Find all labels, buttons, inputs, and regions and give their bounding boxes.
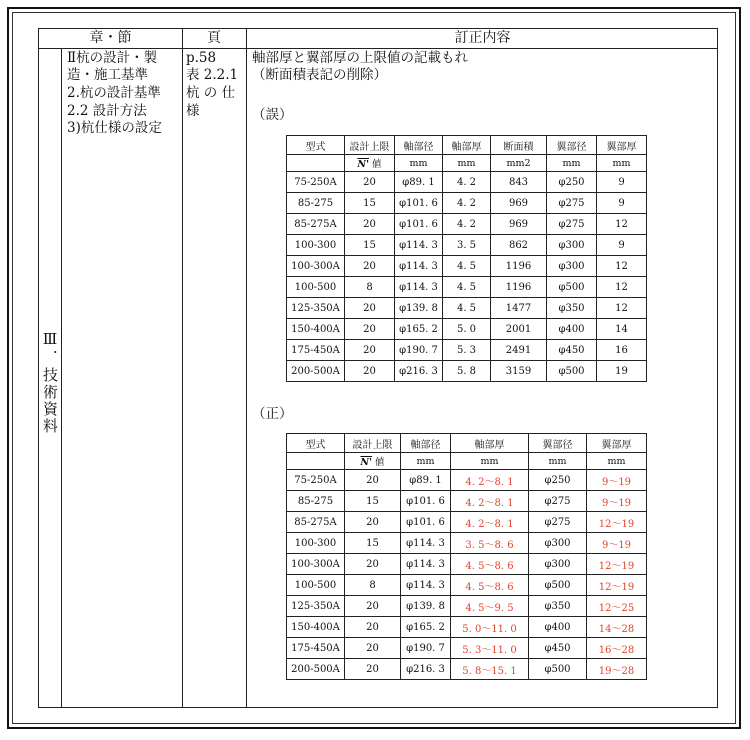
wrong-cell: 3. 5	[443, 235, 491, 256]
n-prime-symbol: N'	[357, 159, 370, 170]
wrong-cell: 20	[345, 172, 395, 193]
wrong-cell: φ250	[547, 172, 597, 193]
wrong-row	[287, 214, 647, 235]
section-line-4: 2.2 設計方法	[67, 103, 147, 119]
correct-header-model: 型式	[287, 434, 345, 453]
wrong-unit-shaft-diameter: mm	[395, 155, 443, 172]
wrong-cell: 2001	[491, 319, 547, 340]
correct-unit-wing-thickness: mm	[587, 453, 647, 470]
correct-cell: φ89. 1	[401, 470, 451, 491]
correct-cell: 20	[345, 617, 401, 638]
wrong-cell: 4. 5	[443, 298, 491, 319]
wrong-cell: 1196	[491, 277, 547, 298]
wrong-cell: 20	[345, 298, 395, 319]
grid-header-divider	[39, 48, 717, 49]
wrong-cell: 20	[345, 214, 395, 235]
wrong-cell: 20	[345, 256, 395, 277]
correct-cell: 20	[345, 596, 401, 617]
wrong-cell: φ114. 3	[395, 235, 443, 256]
wrong-cell: φ89. 1	[395, 172, 443, 193]
section-line-2: 造・施工基準	[67, 67, 148, 83]
correct-cell: 3. 5～8. 6	[451, 533, 529, 554]
correct-cell: 5. 3～11. 0	[451, 638, 529, 659]
correct-row	[287, 512, 647, 533]
correct-cell: 4. 2～8. 1	[451, 512, 529, 533]
wrong-cell: 16	[597, 340, 647, 361]
wrong-cell: φ275	[547, 214, 597, 235]
header-correction-content: 訂正内容	[454, 30, 511, 46]
wrong-header-design-limit: 設計上限	[345, 136, 395, 155]
page-ref-line-1: p.58	[186, 50, 217, 66]
wrong-cell: 5. 8	[443, 361, 491, 382]
wrong-cell: 75-250A	[287, 172, 345, 193]
wrong-cell: φ350	[547, 298, 597, 319]
wrong-cell: 14	[597, 319, 647, 340]
correct-row	[287, 596, 647, 617]
n-prime-symbol: N'	[360, 457, 373, 468]
correct-label: （正）	[252, 406, 293, 422]
correct-cell: 9～19	[587, 491, 647, 512]
correct-cell: 9～19	[587, 470, 647, 491]
wrong-cell: 12	[597, 277, 647, 298]
page-ref-line-3: 杭 の 仕	[186, 85, 236, 101]
correct-header-wing-diameter: 翼部径	[529, 434, 587, 453]
correct-cell: φ190. 7	[401, 638, 451, 659]
wrong-unit-shaft-thickness: mm	[443, 155, 491, 172]
correct-cell: 100-300A	[287, 554, 345, 575]
correct-row	[287, 659, 647, 680]
wrong-cell: φ101. 6	[395, 214, 443, 235]
correct-cell: φ450	[529, 638, 587, 659]
correct-cell: 12～25	[587, 596, 647, 617]
wrong-subheader-n-value: N' 値	[345, 155, 395, 172]
section-line-1: Ⅱ杭の設計・製	[67, 50, 158, 66]
wrong-cell: φ400	[547, 319, 597, 340]
wrong-cell: φ114. 3	[395, 256, 443, 277]
correct-cell: 5. 0～11. 0	[451, 617, 529, 638]
wrong-cell: 4. 5	[443, 256, 491, 277]
wrong-header-shaft-diameter: 軸部径	[395, 136, 443, 155]
correct-cell: 20	[345, 638, 401, 659]
correct-cell: 150-400A	[287, 617, 345, 638]
correct-row	[287, 575, 647, 596]
wrong-cell: φ275	[547, 193, 597, 214]
section-line-3: 2.杭の設計基準	[67, 85, 161, 101]
correct-cell: φ350	[529, 596, 587, 617]
correct-row	[287, 533, 647, 554]
correct-row	[287, 554, 647, 575]
correct-cell: φ101. 6	[401, 491, 451, 512]
wrong-cell: 20	[345, 319, 395, 340]
correct-cell: 20	[345, 659, 401, 680]
wrong-cell: 175-450A	[287, 340, 345, 361]
wrong-cell: 3159	[491, 361, 547, 382]
correct-cell: φ400	[529, 617, 587, 638]
wrong-cell: 1196	[491, 256, 547, 277]
wrong-row	[287, 361, 647, 382]
correct-spec-table	[286, 433, 647, 680]
wrong-cell: 969	[491, 214, 547, 235]
wrong-cell: 85-275	[287, 193, 345, 214]
wrong-cell: 4. 2	[443, 172, 491, 193]
correct-cell: 4. 5～8. 6	[451, 554, 529, 575]
wrong-cell: 85-275A	[287, 214, 345, 235]
correct-cell: 15	[345, 533, 401, 554]
section-line-5: 3)杭仕様の設定	[67, 120, 162, 136]
correct-header-wing-thickness: 翼部厚	[587, 434, 647, 453]
wrong-row	[287, 319, 647, 340]
wrong-cell: 2491	[491, 340, 547, 361]
correct-unit-shaft-thickness: mm	[451, 453, 529, 470]
correct-header-shaft-thickness: 軸部厚	[451, 434, 529, 453]
correct-unit-wing-diameter: mm	[529, 453, 587, 470]
correct-cell: φ300	[529, 533, 587, 554]
wrong-row	[287, 235, 647, 256]
correct-cell: 200-500A	[287, 659, 345, 680]
wrong-cell: 200-500A	[287, 361, 345, 382]
wrong-cell: 12	[597, 256, 647, 277]
wrong-cell: 9	[597, 172, 647, 193]
correct-cell: 4. 2～8. 1	[451, 470, 529, 491]
wrong-row	[287, 340, 647, 361]
correct-cell: φ114. 3	[401, 575, 451, 596]
wrong-cell: φ300	[547, 235, 597, 256]
wrong-cell: φ500	[547, 361, 597, 382]
correct-cell: 100-500	[287, 575, 345, 596]
wrong-header-wing-diameter: 翼部径	[547, 136, 597, 155]
wrong-cell: 100-300	[287, 235, 345, 256]
grid-divider-page	[182, 29, 183, 707]
wrong-row	[287, 256, 647, 277]
correct-cell: φ114. 3	[401, 533, 451, 554]
correct-cell: 19～28	[587, 659, 647, 680]
correct-cell: 4. 5～9. 5	[451, 596, 529, 617]
wrong-cell: 100-500	[287, 277, 345, 298]
wrong-row	[287, 193, 647, 214]
correct-cell: 4. 5～8. 6	[451, 575, 529, 596]
wrong-cell: 9	[597, 193, 647, 214]
correct-cell: 16～28	[587, 638, 647, 659]
correct-cell: φ250	[529, 470, 587, 491]
correct-row	[287, 470, 647, 491]
wrong-cell: 4. 2	[443, 193, 491, 214]
correct-cell: φ139. 8	[401, 596, 451, 617]
wrong-cell: 125-350A	[287, 298, 345, 319]
correct-cell: 14～28	[587, 617, 647, 638]
correct-cell: 20	[345, 512, 401, 533]
correction-subnote: （断面積表記の削除）	[252, 67, 387, 83]
wrong-cell: φ165. 2	[395, 319, 443, 340]
correct-cell: 12～19	[587, 575, 647, 596]
correct-cell: 8	[345, 575, 401, 596]
page-ref-line-2: 表 2.2.1	[186, 67, 239, 83]
correct-cell: 175-450A	[287, 638, 345, 659]
wrong-cell: 15	[345, 235, 395, 256]
wrong-label: （誤）	[252, 107, 293, 123]
wrong-header-model: 型式	[287, 136, 345, 155]
correct-cell: φ500	[529, 659, 587, 680]
wrong-spec-table	[286, 135, 647, 382]
correct-cell: φ165. 2	[401, 617, 451, 638]
wrong-cell: 15	[345, 193, 395, 214]
correct-cell: 85-275	[287, 491, 345, 512]
correct-header-design-limit: 設計上限	[345, 434, 401, 453]
correct-subheader-n-value: N' 値	[345, 453, 401, 470]
wrong-cell: 1477	[491, 298, 547, 319]
wrong-cell: φ190. 7	[395, 340, 443, 361]
correct-cell: φ500	[529, 575, 587, 596]
wrong-header-section-area: 断面積	[491, 136, 547, 155]
wrong-unit-section-area: mm2	[491, 155, 547, 172]
correct-cell: 15	[345, 491, 401, 512]
correct-cell: 5. 8～15. 1	[451, 659, 529, 680]
wrong-subheader-model	[287, 155, 345, 172]
correct-cell: 100-300	[287, 533, 345, 554]
wrong-cell: 150-400A	[287, 319, 345, 340]
correct-cell: 85-275A	[287, 512, 345, 533]
wrong-cell: 20	[345, 340, 395, 361]
correct-cell: φ275	[529, 491, 587, 512]
correct-cell: φ114. 3	[401, 554, 451, 575]
wrong-cell: 12	[597, 214, 647, 235]
chapter-vertical-label: Ⅲ．技術資料	[41, 330, 59, 435]
wrong-row	[287, 298, 647, 319]
wrong-row	[287, 277, 647, 298]
wrong-cell: 843	[491, 172, 547, 193]
header-chapter-section: 章・節	[89, 30, 132, 46]
wrong-cell: φ114. 3	[395, 277, 443, 298]
wrong-cell: 862	[491, 235, 547, 256]
wrong-cell: 8	[345, 277, 395, 298]
correct-cell: φ101. 6	[401, 512, 451, 533]
wrong-unit-wing-thickness: mm	[597, 155, 647, 172]
wrong-cell: φ300	[547, 256, 597, 277]
correct-cell: φ275	[529, 512, 587, 533]
correct-subheader-model	[287, 453, 345, 470]
wrong-cell: 100-300A	[287, 256, 345, 277]
wrong-cell: 5. 3	[443, 340, 491, 361]
correct-cell: 12～19	[587, 512, 647, 533]
correct-header-shaft-diameter: 軸部径	[401, 434, 451, 453]
wrong-header-shaft-thickness: 軸部厚	[443, 136, 491, 155]
grid-divider-content	[246, 29, 247, 707]
correct-cell: 9～19	[587, 533, 647, 554]
wrong-cell: φ101. 6	[395, 193, 443, 214]
wrong-cell: 4. 2	[443, 214, 491, 235]
correct-cell: 125-350A	[287, 596, 345, 617]
correct-cell: 12～19	[587, 554, 647, 575]
correct-cell: 20	[345, 470, 401, 491]
wrong-cell: 20	[345, 361, 395, 382]
correct-cell: 20	[345, 554, 401, 575]
wrong-cell: φ450	[547, 340, 597, 361]
correction-description: 軸部厚と翼部厚の上限値の記載もれ	[252, 50, 468, 66]
wrong-cell: 969	[491, 193, 547, 214]
correct-cell: 75-250A	[287, 470, 345, 491]
header-page: 頁	[207, 30, 221, 46]
page-ref-line-4: 様	[186, 103, 200, 119]
correct-row	[287, 617, 647, 638]
wrong-cell: 9	[597, 235, 647, 256]
correct-cell: φ216. 3	[401, 659, 451, 680]
wrong-header-wing-thickness: 翼部厚	[597, 136, 647, 155]
correct-row	[287, 638, 647, 659]
wrong-unit-wing-diameter: mm	[547, 155, 597, 172]
wrong-cell: 4. 5	[443, 277, 491, 298]
wrong-row	[287, 172, 647, 193]
correct-row	[287, 491, 647, 512]
wrong-cell: 5. 0	[443, 319, 491, 340]
wrong-cell: φ216. 3	[395, 361, 443, 382]
wrong-cell: φ139. 8	[395, 298, 443, 319]
wrong-cell: φ500	[547, 277, 597, 298]
wrong-cell: 12	[597, 298, 647, 319]
wrong-cell: 19	[597, 361, 647, 382]
correct-unit-shaft-diameter: mm	[401, 453, 451, 470]
correct-cell: 4. 2～8. 1	[451, 491, 529, 512]
correct-cell: φ300	[529, 554, 587, 575]
